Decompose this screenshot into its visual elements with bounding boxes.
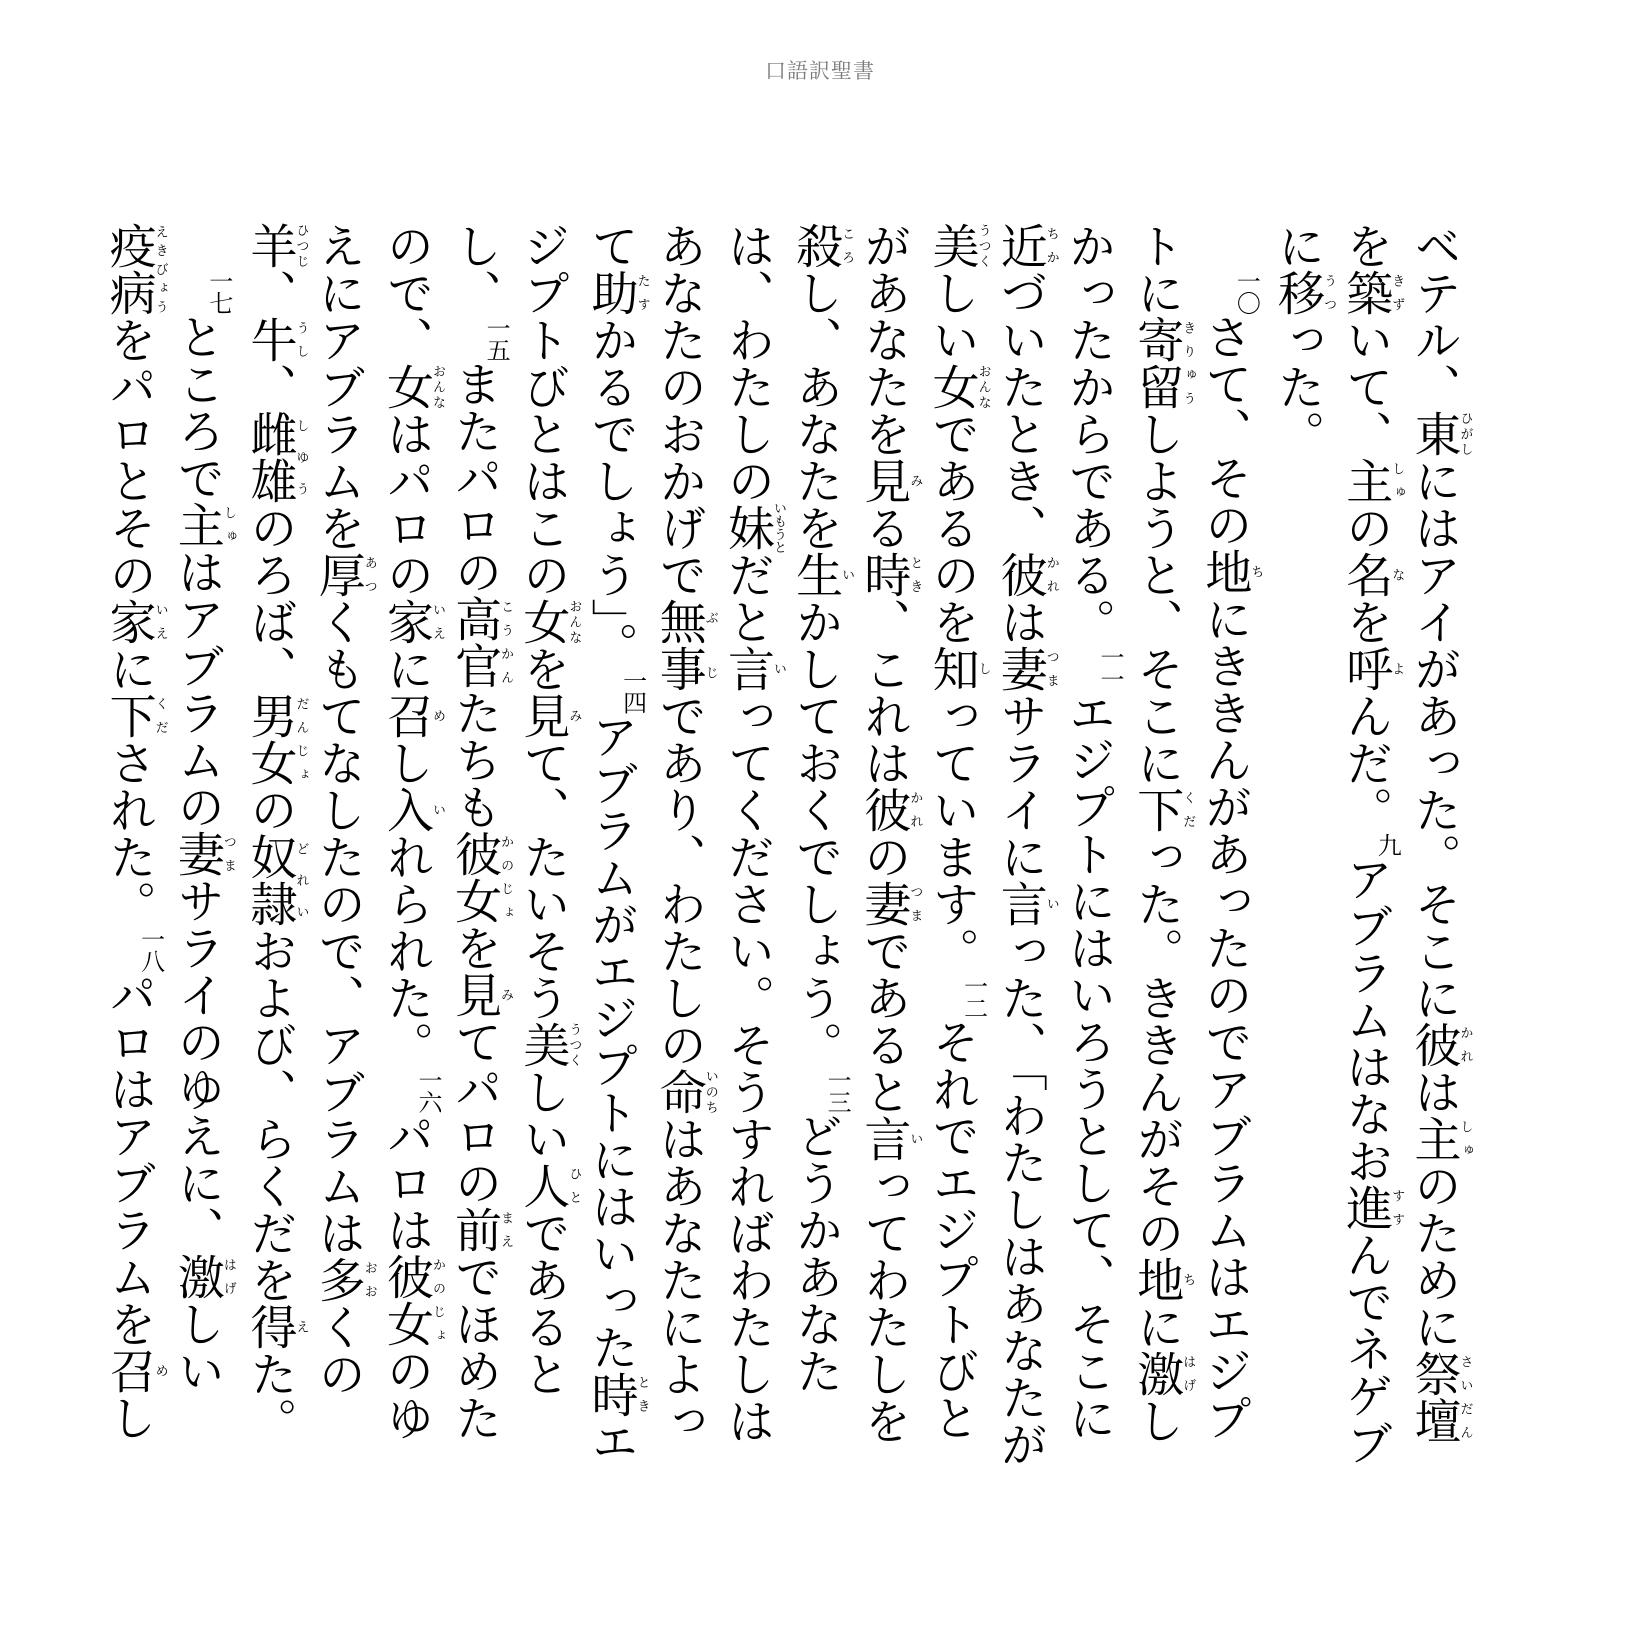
ruby-reading: くだ [1180,786,1196,833]
ruby-base: 無事 [651,598,707,692]
ruby-base: 激 [169,1253,225,1300]
verse-paragraph [235,222,1263,1482]
ruby-base: 家 [378,598,434,645]
text-run: し [101,1394,157,1441]
text-run: んだ。 [1338,692,1394,833]
ruby-reading: ひと [566,1162,582,1209]
ruby-word [169,501,236,548]
ruby-word [515,1162,582,1209]
ruby-word [992,222,1059,269]
ruby-word [1129,1350,1196,1397]
ruby-base: 雌雄 [242,410,298,504]
ruby-base: 彼女 [447,830,503,924]
text-run: てパロの [447,1018,503,1206]
ruby-word [1129,1256,1196,1303]
ruby-reading: え [293,1303,309,1350]
ruby-base: 東 [1406,410,1462,457]
ruby-reading: つま [220,830,236,877]
ruby-word [924,363,991,410]
text-run: った。 [1270,316,1326,457]
text-run: エジプトびとはこの [515,222,639,1465]
ruby-word [1129,786,1196,833]
ruby-reading: かれ [907,786,923,833]
text-run: の [856,833,912,880]
ruby-reading: しゅ [1389,457,1405,504]
verse-number: 一六 [413,1068,442,1112]
ruby-word [447,1206,514,1253]
ruby-word [583,1370,650,1418]
text-run: った、「わたしはあなたが [992,927,1048,1468]
text-run: のために [1406,1162,1462,1350]
ruby-base: 知 [924,645,980,692]
ruby-reading: くだ [152,692,168,739]
ruby-base: 疫病 [101,222,157,316]
text-run: パロはアブラムを [101,971,157,1347]
ruby-reading: とき [634,1370,650,1418]
text-run: であると [856,927,912,1115]
ruby-base: 生 [788,551,844,598]
text-run: にききんがあったのでアブラムはエジプトに [1129,222,1253,1441]
ruby-base: 彼女 [378,1253,434,1347]
verse-number: 一八 [136,927,165,971]
ruby-reading: きず [1389,269,1405,316]
ruby-reading: ころ [839,222,855,269]
ruby-base: 近 [992,222,1048,269]
ruby-base: 見 [447,971,503,1018]
text-run: サライに [992,692,1048,880]
ruby-word [242,833,309,927]
ruby-reading: おんな [975,363,991,410]
ruby-base: 家 [101,598,157,645]
bible-text-body [101,222,1473,1482]
ruby-word [447,971,514,1018]
ruby-word [992,880,1059,927]
text-run: しい [515,1068,571,1162]
ruby-word [515,692,582,739]
text-run: エジプトにはいろうとして、そこに [1060,689,1116,1441]
ruby-word [992,645,1059,692]
ruby-reading: うつく [566,1021,582,1068]
verse-number: 一三 [823,1068,852,1112]
text-run: て、たいそう [515,739,571,1021]
ruby-reading: しゅ [1457,1115,1473,1162]
ruby-word [378,598,445,645]
text-run: は [992,598,1048,645]
ruby-base: 見 [515,692,571,739]
ruby-reading: しゅ [220,501,236,548]
text-run: に [1129,1303,1185,1350]
text-run: はあなたによって [583,222,707,1444]
ruby-word [101,1347,168,1394]
ruby-word [856,457,923,504]
ruby-base: 進 [1338,1184,1394,1231]
text-run: のろば、 [242,504,298,692]
ruby-reading: うつ [1321,269,1337,316]
ruby-word [378,1253,445,1347]
verse-number: 一〇 [1232,269,1261,313]
text-run: し、あなたを [788,269,844,551]
ruby-base: 奴隷 [242,833,298,927]
ruby-base: 妻 [169,830,225,877]
text-run: の [1338,504,1394,551]
ruby-reading: まえ [498,1206,514,1253]
ruby-base: 妻 [856,880,912,927]
ruby-base: 時 [583,1370,639,1418]
ruby-word [242,316,309,363]
ruby-reading: つま [1043,645,1059,692]
verse-number: 九 [1373,833,1402,855]
text-run: っています。 [924,692,980,974]
ruby-reading: いもうと [770,501,786,554]
ruby-base: 下 [1129,786,1185,833]
text-run: それでエジプトびとがあなたを [856,222,980,1441]
text-run: る [856,504,912,551]
ruby-word [651,1068,718,1115]
ruby-word [856,551,923,598]
ruby-word [1406,1350,1473,1444]
ruby-word [1338,1184,1405,1231]
ruby-base: 呼 [1338,645,1394,692]
text-run: であり、わたしの [651,692,707,1068]
text-run: パロは [378,1112,434,1253]
text-run: たちも [447,689,503,830]
ruby-base: 男女 [242,692,298,786]
ruby-word [856,786,923,833]
ruby-reading: ちか [1043,222,1059,269]
running-head-title: 口語訳聖書 [765,59,875,83]
ruby-base: 厚 [310,551,366,598]
verse-number: 一一 [1095,645,1124,689]
ruby-base: 彼 [1406,1021,1462,1068]
ruby-base: 地 [1197,548,1253,595]
text-run: 、 [242,269,298,316]
ruby-word [378,786,445,833]
ruby-word [515,598,582,645]
ruby-base: 牛 [242,316,298,363]
ruby-reading: はげ [220,1253,236,1300]
text-run: くの [310,1303,366,1397]
text-run: はパロの [378,410,434,598]
ruby-reading: えきびょう [152,222,168,316]
ruby-reading: かれ [1043,551,1059,598]
text-run: ところで [169,313,225,501]
ruby-word [1338,457,1405,504]
ruby-reading: かのじょ [429,1253,445,1347]
ruby-reading: い [1043,880,1059,927]
ruby-word [788,222,855,269]
text-run: くもてなしたので、アブラムは [310,598,366,1256]
ruby-base: 主 [169,501,225,548]
ruby-reading: うし [293,316,309,363]
text-run: であるのを [924,410,980,645]
ruby-word [719,501,786,554]
ruby-base: 人 [515,1162,571,1209]
text-run: にはアイがあった。そこに [1406,457,1462,1021]
ruby-reading: しゆう [293,410,309,504]
ruby-base: 得 [242,1303,298,1350]
text-run: 、 [242,363,298,410]
ruby-reading: よ [1389,645,1405,692]
ruby-word [515,1021,582,1068]
text-run: しい [169,1300,225,1394]
ruby-word [169,1253,236,1300]
ruby-word [1406,1115,1473,1162]
ruby-reading: ひがし [1457,410,1473,457]
ruby-word [378,363,445,410]
ruby-base: 女 [378,363,434,410]
ruby-word [1129,316,1196,410]
ruby-reading: いえ [152,598,168,645]
ruby-base: 美 [515,1021,571,1068]
ruby-word [378,692,445,739]
ruby-word [169,830,236,877]
ruby-reading: いのち [702,1068,718,1115]
ruby-base: 名 [1338,551,1394,598]
text-run: をパロとその [101,316,157,598]
text-run: のゆえにアブラムを [310,222,434,1441]
text-run: を [515,645,571,692]
ruby-base: 殺 [788,222,844,269]
text-run: づいたとき、 [992,269,1048,551]
text-run: サライのゆえに、 [169,877,225,1253]
ruby-word [719,645,786,692]
verse-paragraph [94,222,235,1482]
text-run: れられた。 [378,833,434,1068]
text-run: かるでしょう」。 [583,316,639,669]
text-run: しい [924,269,980,363]
ruby-reading: ち [1248,548,1264,595]
text-run: んでネゲブに [1270,222,1394,1466]
ruby-base: 美 [924,222,980,269]
ruby-reading: ひつじ [293,222,309,269]
ruby-base: 移 [1270,269,1326,316]
text-run: ってわたしを [856,1162,912,1444]
ruby-word [101,598,168,645]
ruby-base: 多 [310,1256,366,1303]
ruby-reading: み [907,457,923,504]
ruby-word [1406,410,1473,457]
ruby-base: 女 [515,598,571,645]
ruby-reading: い [429,786,445,833]
verse-number: 一四 [618,668,647,713]
text-run: さて、その [1197,313,1253,548]
ruby-word [788,551,855,598]
text-run: に [101,645,157,692]
text-run: は [1406,1068,1462,1115]
ruby-word [242,222,309,269]
ruby-reading: すす [1389,1184,1405,1231]
ruby-word [1338,645,1405,692]
text-run: ベテル、 [1406,222,1462,410]
ruby-word [447,595,514,689]
ruby-word [310,551,377,598]
ruby-word [1406,1021,1473,1068]
ruby-reading: い [907,1115,923,1162]
ruby-base: 彼 [992,551,1048,598]
ruby-reading: な [1389,551,1405,598]
verse-number: 一五 [482,316,511,360]
ruby-word [101,222,168,316]
text-run: アブラムはなお [1338,855,1394,1184]
text-run: かしておくでしょう。 [788,598,844,1068]
ruby-base: 主 [1338,457,1394,504]
text-run: またパロの [447,360,503,595]
verse-paragraph [1263,222,1472,1482]
text-run: し [378,739,434,786]
ruby-reading: し [975,645,991,692]
ruby-reading: め [429,692,445,739]
ruby-base: 高官 [447,595,503,689]
ruby-word [101,692,168,739]
ruby-word [447,830,514,924]
text-run: を [447,924,503,971]
ruby-reading: み [566,692,582,739]
ruby-base: 妻 [992,645,1048,692]
ruby-word [924,645,991,692]
text-run: の [242,786,298,833]
text-run: いて、 [1338,316,1394,457]
ruby-reading: おんな [429,363,445,410]
text-run: どうかあなたは、わたしの [719,222,844,1394]
ruby-base: 入 [378,786,434,833]
ruby-reading: あつ [361,551,377,598]
ruby-base: 言 [856,1115,912,1162]
ruby-base: 前 [447,1206,503,1253]
verse-number: 一二 [959,974,988,1018]
ruby-base: 寄留 [1129,316,1185,410]
ruby-reading: きりゅう [1180,316,1196,410]
ruby-word [992,551,1059,598]
ruby-reading: うつく [975,222,991,269]
ruby-word [1338,551,1405,598]
text-run: を [1338,222,1394,269]
ruby-reading: おんな [566,598,582,645]
ruby-reading: おお [361,1256,377,1303]
ruby-reading: ぶじ [702,598,718,692]
text-run: しかったからである。 [1060,222,1185,1444]
ruby-reading: はげ [1180,1350,1196,1397]
text-run: および、らくだを [242,927,298,1303]
ruby-reading: ち [1180,1256,1196,1303]
ruby-base: 言 [719,645,775,692]
ruby-base: 見 [856,457,912,504]
text-run: を [1338,598,1394,645]
ruby-reading: こうかん [498,595,514,689]
ruby-reading: かのじょ [498,830,514,924]
ruby-base: 時 [856,551,912,598]
text-run: でほめたので、 [378,222,503,1441]
text-run: だと [719,551,775,645]
ruby-word [651,598,718,692]
ruby-base: 命 [651,1068,707,1115]
verse-number: 一七 [204,269,233,313]
ruby-word [583,269,650,316]
ruby-base: 主 [1406,1115,1462,1162]
ruby-reading: み [498,971,514,1018]
text-run: された。 [101,739,157,927]
ruby-reading: め [152,1347,168,1394]
text-run: った。ききんがその [1129,833,1185,1256]
ruby-reading: たす [634,269,650,316]
ruby-base: 築 [1338,269,1394,316]
text-run: アブラムがエジプトにはいった [583,712,639,1371]
ruby-reading: いえ [429,598,445,645]
ruby-reading: い [839,551,855,598]
text-run: ってください。そうすればわたしはあなたのおかげで [651,222,775,1444]
ruby-base: 下 [101,692,157,739]
ruby-reading: い [770,645,786,692]
ruby-base: 激 [1129,1350,1185,1397]
ruby-base: 羊 [242,222,298,269]
ruby-reading: だんじょ [293,692,309,786]
ruby-reading: つま [907,880,923,927]
text-run: しようと、そこに [1129,410,1185,786]
ruby-reading: どれい [293,833,309,927]
ruby-word [242,692,309,786]
ruby-base: 彼 [856,786,912,833]
ruby-reading: かれ [1457,1021,1473,1068]
ruby-base: 召 [378,692,434,739]
ruby-base: 助 [583,269,639,316]
text-run: た。 [242,1350,298,1444]
text-run: に [378,645,434,692]
ruby-base: 祭壇 [1406,1350,1462,1444]
ruby-base: 妹 [719,501,775,554]
ruby-word [242,1303,309,1350]
ruby-word [856,1115,923,1162]
ruby-word [856,880,923,927]
ruby-base: 召 [101,1347,157,1394]
text-run: であるとし、 [447,222,571,1397]
ruby-word [924,222,991,269]
text-run: 、これは [856,598,912,786]
text-run: はアブラムの [169,548,225,830]
ruby-base: 地 [1129,1256,1185,1303]
ruby-word [1197,548,1264,595]
ruby-reading: さいだん [1457,1350,1473,1444]
ruby-reading: とき [907,551,923,598]
ruby-base: 女 [924,363,980,410]
ruby-base: 言 [992,880,1048,927]
ruby-word [1338,269,1405,316]
ruby-word [1270,269,1337,316]
ruby-word [242,410,309,504]
ruby-word [310,1256,377,1303]
